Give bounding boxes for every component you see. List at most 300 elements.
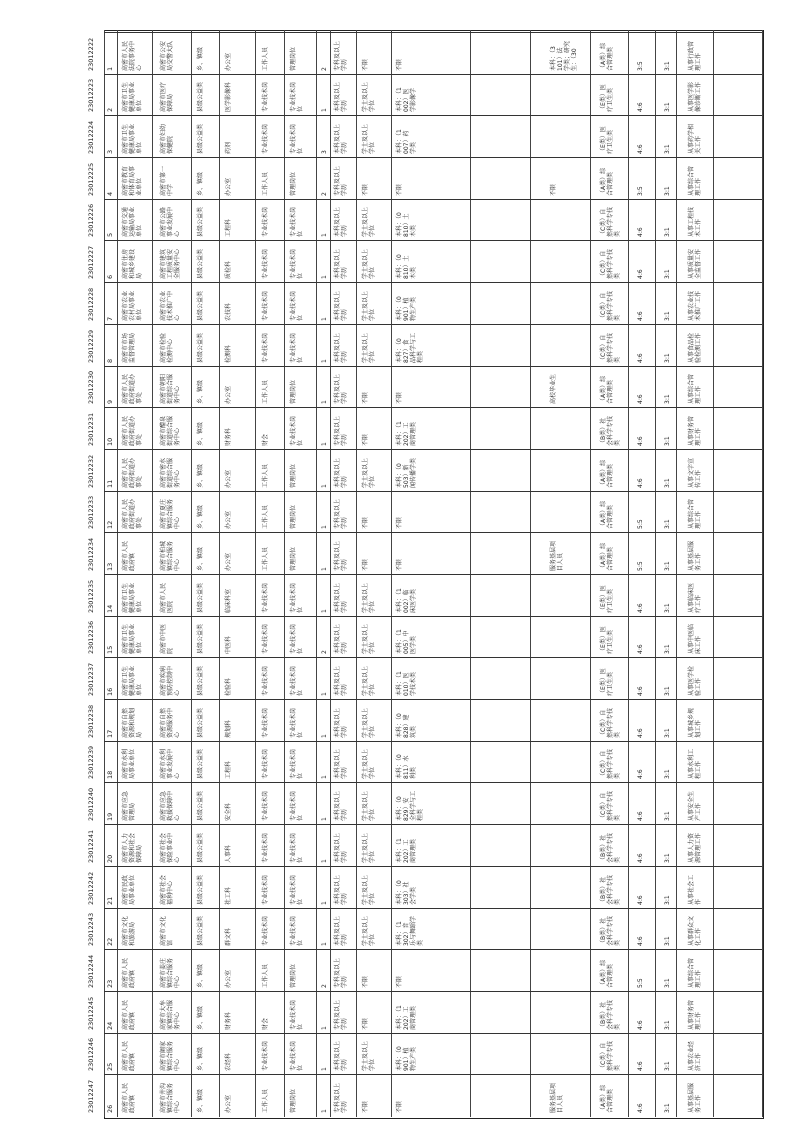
cell-num: 2	[321, 984, 328, 988]
cell-degree: 不限	[362, 433, 369, 446]
cell-dept: 高密市民政 局事业单位	[122, 874, 136, 905]
cell-major: 本科：（0 901）植 物生产类	[396, 296, 417, 321]
cell-pos: 质检科	[225, 260, 232, 279]
cell-idx: 14	[106, 604, 114, 613]
cell-rank: 3:1	[664, 1020, 671, 1030]
cell-note: 从事食品检 验检测工作	[688, 332, 702, 363]
cell-unit: 高密市公路 事业发展中 心	[160, 206, 181, 237]
cell-idx: 16	[106, 687, 114, 696]
cell-degree: 学士及以上 学位	[362, 248, 376, 279]
cell-ratio: 4:6	[637, 478, 644, 488]
cell-dept: 高密市自然 资源和规划 局	[122, 707, 143, 738]
cell-ratio: 4:6	[637, 769, 644, 779]
grid-row-line	[104, 616, 762, 617]
cell-exam: （B类）社 会科学专技 类	[600, 999, 621, 1030]
cell-dept: 高密市卫生 健康局事业 单位	[122, 665, 143, 696]
grid-column-line	[762, 30, 763, 1117]
cell-unit: 高密市阚家 镇综合服务 中心	[160, 1040, 181, 1071]
cell-code: 23012225	[87, 162, 95, 196]
cell-unit: 高密市应急 救援保障中 心	[160, 790, 181, 821]
cell-edu: 本科及以上 学历	[334, 457, 348, 488]
cell-pos: 农经科	[225, 1052, 232, 1071]
cell-dept: 高密市人民 政府镇	[122, 957, 136, 988]
cell-edu: 本科及以上 学历	[334, 332, 348, 363]
cell-unit: 高密市社会 福利中心	[160, 874, 174, 905]
cell-type: 财会	[262, 1017, 269, 1030]
cell-cat: 乡、镇级	[197, 46, 204, 71]
cell-dept: 高密市人力 资源和社会 保障局	[122, 832, 143, 863]
cell-rank: 3:1	[664, 853, 671, 863]
cell-edu: 本科及以上 学历	[334, 290, 348, 321]
cell-num: 1	[321, 609, 328, 613]
cell-code: 23012222	[87, 37, 95, 71]
cell-cat: 乡、镇级	[197, 546, 204, 571]
cell-exam: （E类）医 疗卫生类	[600, 626, 614, 654]
cell-rank: 3:1	[664, 686, 671, 696]
cell-dept: 高密市应急 管理局	[122, 790, 136, 821]
cell-dept: 高密市卫生 健康局事业 单位	[122, 582, 143, 613]
cell-edu: 专科及以上 学历	[334, 540, 348, 571]
cell-note: 从事临床医 疗工作	[688, 582, 702, 613]
cell-rank: 3:1	[664, 269, 671, 279]
cell-pos: 规划科	[225, 719, 232, 738]
cell-note: 从事行政管 理工作	[688, 40, 702, 71]
cell-edu: 本科及以上 学历	[334, 832, 348, 863]
cell-unit: 高密市夏庄 镇综合服务 中心	[160, 498, 181, 529]
cell-rank: 3:1	[664, 61, 671, 71]
cell-rank: 3:1	[664, 311, 671, 321]
cell-dept: 高密市人民 政府镇	[122, 540, 136, 571]
cell-major: 不限	[396, 183, 403, 196]
cell-exam: （C类）自 然科学专技 类	[600, 707, 621, 738]
cell-unit: 高密市井沟 镇综合服务 中心	[160, 1082, 181, 1113]
cell-unit: 高密市医疗 保障局	[160, 81, 174, 112]
grid-row-line	[104, 407, 762, 408]
cell-ratio: 5:5	[637, 519, 644, 529]
cell-exam: （A类）综 合管理类	[600, 959, 614, 988]
cell-edu: 本科及以上 学历	[334, 748, 348, 779]
grid-row-line	[104, 657, 762, 658]
cell-code: 23012239	[87, 745, 95, 779]
cell-rank: 3:1	[664, 978, 671, 988]
cell-unit: 高密市文化 馆	[160, 915, 174, 946]
cell-cat: 县级公益类	[197, 665, 204, 696]
cell-degree: 学士及以上 学位	[362, 123, 376, 154]
cell-cat: 乡、镇级	[197, 171, 204, 196]
cell-idx: 5	[106, 232, 114, 237]
cell-num: 1	[321, 400, 328, 404]
cell-note: 从事综合管 理工作	[688, 373, 702, 404]
cell-unit: 高密市建筑 工程质量安 全服务中心	[160, 248, 181, 279]
cell-rank: 3:1	[664, 394, 671, 404]
cell-major: 本科：（0 810）土 木类	[396, 254, 417, 279]
cell-cat: 县级公益类	[197, 832, 204, 863]
cell-idx: 10	[106, 437, 114, 446]
cell-edu: 本科及以上 学历	[334, 123, 348, 154]
cell-pos: 工程科	[225, 218, 232, 237]
cell-idx: 9	[106, 399, 114, 404]
cell-idx: 6	[106, 274, 114, 279]
cell-major: 不限	[396, 558, 403, 571]
cell-type: 专业技术岗	[262, 81, 269, 112]
cell-level: 管理岗位	[290, 46, 297, 71]
cell-degree: 学士及以上 学位	[362, 832, 376, 863]
cell-major: 本科：（1 007）药 学类	[396, 129, 417, 154]
cell-dept: 高密市人民 政府街道办 事处	[122, 457, 143, 488]
cell-level: 专业技术岗 位	[290, 81, 304, 112]
cell-pos: 办公室	[225, 552, 232, 571]
cell-type: 专业技术岗	[262, 290, 269, 321]
cell-unit: 高密市姜庄 镇综合服务 中心	[160, 957, 181, 988]
cell-num: 1	[321, 317, 328, 321]
cell-edu: 专科及以上 学历	[334, 373, 348, 404]
cell-level: 管理岗位	[290, 171, 297, 196]
cell-pos: 办公室	[225, 1094, 232, 1113]
cell-code: 23012246	[87, 1037, 95, 1071]
cell-pos: 检验科	[225, 677, 232, 696]
cell-unit: 高密市第一 中学	[160, 165, 174, 196]
cell-idx: 13	[106, 562, 114, 571]
cell-num: 1	[321, 901, 328, 905]
cell-pos: 财务科	[225, 1011, 232, 1030]
cell-idx: 11	[106, 479, 114, 488]
cell-level: 专业技术岗 位	[290, 832, 304, 863]
cell-idx: 12	[106, 520, 114, 529]
cell-exam: （A类）综 合管理类	[600, 500, 614, 529]
cell-ratio: 4:6	[637, 936, 644, 946]
cell-level: 管理岗位	[290, 546, 297, 571]
cell-unit: 高密市自然 资源服务中 心	[160, 707, 181, 738]
cell-degree: 学士及以上 学位	[362, 457, 376, 488]
cell-idx: 4	[106, 191, 114, 196]
cell-rank: 3:1	[664, 186, 671, 196]
cell-cat: 乡、镇级	[197, 1088, 204, 1113]
cell-degree: 学士及以上 学位	[362, 206, 376, 237]
cell-idx: 15	[106, 645, 114, 654]
cell-cat: 乡、镇级	[197, 963, 204, 988]
cell-dept: 高密市卫生 健康局事业 单位	[122, 623, 143, 654]
cell-dept: 高密市农业 农村局事业 单位	[122, 290, 143, 321]
cell-num: 1	[321, 692, 328, 696]
cell-code: 23012243	[87, 912, 95, 946]
cell-exam: （B类）社 会科学专技 类	[600, 415, 621, 446]
cell-code: 23012228	[87, 287, 95, 321]
cell-dept: 高密市市场 监督管理局	[122, 332, 136, 363]
cell-note: 从事农业技 术推广工作	[688, 290, 702, 321]
cell-edu: 专科及以上 学历	[334, 999, 348, 1030]
grid-row-line	[104, 324, 762, 325]
cell-idx: 24	[106, 1021, 114, 1030]
cell-edu: 本科及以上 学历	[334, 582, 348, 613]
cell-exam: （C类）自 然科学专技 类	[600, 248, 621, 279]
cell-exam: （A类）综 合管理类	[600, 167, 614, 196]
cell-degree: 学士及以上 学位	[362, 874, 376, 905]
grid-row-line	[104, 32, 762, 33]
cell-type: 工作人员	[262, 171, 269, 196]
grid-row-line	[104, 491, 762, 492]
cell-num: 1	[321, 108, 328, 112]
cell-edu: 本科及以上 学历	[334, 874, 348, 905]
cell-level: 管理岗位	[290, 504, 297, 529]
cell-major: 不限	[396, 975, 403, 988]
cell-degree: 学士及以上 学位	[362, 707, 376, 738]
cell-type: 专业技术岗	[262, 332, 269, 363]
cell-level: 专业技术岗 位	[290, 123, 304, 154]
cell-rank: 3:1	[664, 353, 671, 363]
cell-code: 23012227	[87, 245, 95, 279]
cell-code: 23012230	[87, 370, 95, 404]
cell-rank: 3:1	[664, 519, 671, 529]
cell-major: 本科：（0 901）植 物生产类	[396, 1046, 417, 1071]
cell-degree: 不限	[362, 516, 369, 529]
cell-code: 23012245	[87, 996, 95, 1030]
grid-row-line	[104, 991, 762, 992]
cell-type: 专业技术岗	[262, 874, 269, 905]
cell-note: 从事水利工 程工作	[688, 748, 702, 779]
cell-degree: 学士及以上 学位	[362, 290, 376, 321]
cell-exam: （C类）自 然科学专技 类	[600, 332, 621, 363]
cell-pos: 人事科	[225, 844, 232, 863]
cell-code: 23012231	[87, 412, 95, 446]
cell-exam: （A类）综 合管理类	[600, 459, 614, 488]
cell-dept: 高密市人民 政府镇	[122, 999, 136, 1030]
cell-type: 专业技术岗	[262, 707, 269, 738]
cell-pos: 办公室	[225, 177, 232, 196]
cell-other: 本科：（3 101）法 学类；研究 生：（30	[550, 40, 578, 71]
cell-edu: 专科及以上 学历	[334, 1082, 348, 1113]
cell-num: 1	[321, 1109, 328, 1113]
cell-degree: 不限	[362, 1017, 369, 1030]
cell-type: 专业技术岗	[262, 665, 269, 696]
cell-dept: 高密市交通 运输局事业 单位	[122, 206, 143, 237]
cell-note: 从事人力资 源管理工作	[688, 832, 702, 863]
cell-edu: 本科及以上 学历	[334, 81, 348, 112]
cell-major: 本科：（0 827）食 品科学与工 程类	[396, 332, 424, 363]
cell-rank: 3:1	[664, 227, 671, 237]
cell-ratio: 4:6	[637, 436, 644, 446]
cell-other: 不限	[550, 183, 557, 196]
cell-ratio: 4:6	[637, 728, 644, 738]
cell-level: 管理岗位	[290, 463, 297, 488]
cell-level: 专业技术岗 位	[290, 999, 304, 1030]
cell-idx: 3	[106, 149, 114, 154]
grid-row-line	[104, 74, 762, 75]
cell-num: 1	[321, 942, 328, 946]
cell-idx: 20	[106, 854, 114, 863]
cell-exam: （E类）医 疗卫生类	[600, 126, 614, 154]
cell-cat: 县级公益类	[197, 582, 204, 613]
cell-cat: 县级公益类	[197, 206, 204, 237]
cell-major: 本科：（0 828）建 筑类	[396, 713, 417, 738]
cell-dept: 高密市人民 政府镇	[122, 1082, 136, 1113]
cell-num: 1	[321, 817, 328, 821]
cell-cat: 乡、镇级	[197, 463, 204, 488]
cell-note: 从事财务管 理工作	[688, 415, 702, 446]
cell-code: 23012236	[87, 620, 95, 654]
grid-row-line	[104, 532, 762, 533]
cell-cat: 县级公益类	[197, 707, 204, 738]
cell-ratio: 3:5	[637, 61, 644, 71]
cell-cat: 乡、镇级	[197, 504, 204, 529]
cell-code: 23012238	[87, 704, 95, 738]
cell-note: 从事综合管 理工作	[688, 957, 702, 988]
cell-pos: 办公室	[225, 510, 232, 529]
cell-type: 专业技术岗	[262, 123, 269, 154]
cell-pos: 办公室	[225, 52, 232, 71]
cell-major: 本科：（1 005）中 医学类	[396, 629, 417, 654]
cell-ratio: 4:6	[637, 311, 644, 321]
cell-dept: 高密市卫生 健康局事业 单位	[122, 81, 143, 112]
cell-code: 23012241	[87, 829, 95, 863]
cell-unit: 高密市人民 医院	[160, 582, 174, 613]
grid-row-line	[104, 199, 762, 200]
cell-cat: 县级公益类	[197, 915, 204, 946]
cell-exam: （A类）综 合管理类	[600, 42, 614, 71]
cell-edu: 本科及以上 学历	[334, 1040, 348, 1071]
cell-note: 从事财务管 理工作	[688, 999, 702, 1030]
cell-degree: 学士及以上 学位	[362, 81, 376, 112]
cell-level: 专业技术岗 位	[290, 582, 304, 613]
cell-num: 1	[321, 233, 328, 237]
cell-type: 专业技术岗	[262, 790, 269, 821]
cell-note: 从事医学影 像诊断工作	[688, 81, 702, 112]
cell-exam: （B类）社 会科学专技 类	[600, 874, 621, 905]
cell-rank: 3:1	[664, 561, 671, 571]
cell-rank: 3:1	[664, 1061, 671, 1071]
cell-note: 从事综合管 理工作	[688, 498, 702, 529]
cell-degree: 不限	[362, 975, 369, 988]
cell-exam: （A类）综 合管理类	[600, 542, 614, 571]
cell-dept: 高密市文化 和旅游局	[122, 915, 136, 946]
cell-level: 管理岗位	[290, 379, 297, 404]
cell-pos: 群文科	[225, 927, 232, 946]
cell-rank: 3:1	[664, 102, 671, 112]
cell-pos: 办公室	[225, 385, 232, 404]
cell-cat: 县级公益类	[197, 874, 204, 905]
cell-unit: 高密市检验 检测中心	[160, 332, 174, 363]
cell-pos: 农技科	[225, 302, 232, 321]
cell-other: 高校毕业生	[550, 373, 557, 404]
cell-degree: 不限	[362, 391, 369, 404]
cell-degree: 不限	[362, 183, 369, 196]
cell-dept: 高密市卫生 健康局事业 单位	[122, 123, 143, 154]
cell-level: 专业技术岗 位	[290, 415, 304, 446]
cell-unit: 高密市妇幼 保健院	[160, 123, 174, 154]
cell-cat: 县级公益类	[197, 790, 204, 821]
cell-idx: 23	[106, 979, 114, 988]
cell-code: 23012226	[87, 203, 95, 237]
cell-note: 从事社会工 作	[688, 874, 702, 905]
cell-pos: 办公室	[225, 969, 232, 988]
cell-type: 工作人员	[262, 46, 269, 71]
cell-idx: 1	[106, 66, 114, 71]
cell-code: 23012234	[87, 537, 95, 571]
cell-pos: 办公室	[225, 469, 232, 488]
cell-code: 23012229	[87, 329, 95, 363]
grid-row-line	[104, 699, 762, 700]
cell-other: 服务基层项 目人员	[550, 540, 564, 571]
cell-degree: 学士及以上 学位	[362, 332, 376, 363]
cell-note: 从事群众文 化工作	[688, 915, 702, 946]
cell-note: 从事基层服 务工作	[688, 1082, 702, 1113]
cell-degree: 学士及以上 学位	[362, 748, 376, 779]
cell-major: 本科：（0 829）安 全科学与工 程类	[396, 790, 424, 821]
grid-row-line	[104, 741, 762, 742]
cell-major: 本科：（1 302）音 乐与舞蹈学 类	[396, 915, 424, 946]
cell-unit: 高密市农业 技术推广中 心	[160, 290, 181, 321]
cell-code: 23012244	[87, 954, 95, 988]
cell-dept: 高密市人民 政府街道办 事处	[122, 498, 143, 529]
cell-exam: （A类）综 合管理类	[600, 1084, 614, 1113]
grid-row-line	[104, 282, 762, 283]
cell-edu: 专科及以上 学历	[334, 957, 348, 988]
cell-note: 从事城乡规 划工作	[688, 707, 702, 738]
cell-exam: （E类）医 疗卫生类	[600, 84, 614, 112]
cell-degree: 不限	[362, 558, 369, 571]
cell-major: 不限	[396, 1100, 403, 1113]
cell-note: 从事文字宣 传工作	[688, 457, 702, 488]
cell-edu: 本科及以上 学历	[334, 790, 348, 821]
cell-type: 财会	[262, 433, 269, 446]
cell-level: 专业技术岗 位	[290, 290, 304, 321]
cell-idx: 22	[106, 937, 114, 946]
cell-exam: （C类）自 然科学专技 类	[600, 290, 621, 321]
grid-row-line	[104, 240, 762, 241]
cell-ratio: 4:6	[637, 1020, 644, 1030]
cell-cat: 县级公益类	[197, 248, 204, 279]
cell-major: 本科：（1 002）医 学影像学	[396, 87, 417, 112]
grid-row-line	[104, 782, 762, 783]
cell-edu: 专科及以上 学历	[334, 165, 348, 196]
cell-ratio: 4:6	[637, 603, 644, 613]
cell-code: 23012237	[87, 662, 95, 696]
grid-row-line	[104, 574, 762, 575]
cell-cat: 县级公益类	[197, 332, 204, 363]
cell-type: 专业技术岗	[262, 248, 269, 279]
cell-pos: 医学影像科	[225, 81, 232, 112]
cell-level: 专业技术岗 位	[290, 1040, 304, 1071]
cell-rank: 3:1	[664, 603, 671, 613]
cell-type: 专业技术岗	[262, 623, 269, 654]
cell-num: 1	[321, 1067, 328, 1071]
grid-row-line	[104, 908, 762, 909]
cell-ratio: 4:6	[637, 895, 644, 905]
cell-ratio: 4:6	[637, 353, 644, 363]
cell-ratio: 4:6	[637, 853, 644, 863]
cell-type: 工作人员	[262, 546, 269, 571]
cell-idx: 19	[106, 812, 114, 821]
cell-other: 服务基层项 目人员	[550, 1082, 564, 1113]
cell-unit: 高密市大牟 家镇综合服 务中心	[160, 999, 181, 1030]
cell-major: 不限	[396, 391, 403, 404]
cell-degree: 学士及以上 学位	[362, 582, 376, 613]
cell-code: 23012224	[87, 120, 95, 154]
cell-level: 专业技术岗 位	[290, 248, 304, 279]
cell-ratio: 4:6	[637, 144, 644, 154]
grid-row-line	[104, 1074, 762, 1075]
cell-note: 从事安全生 产工作	[688, 790, 702, 821]
cell-unit: 高密市疾病 预防控制中 心	[160, 665, 181, 696]
cell-num: 1	[321, 442, 328, 446]
cell-rank: 3:1	[664, 769, 671, 779]
cell-num: 1	[321, 734, 328, 738]
cell-type: 专业技术岗	[262, 915, 269, 946]
cell-dept: 高密市住房 和城乡建设 局	[122, 248, 143, 279]
cell-level: 专业技术岗 位	[290, 332, 304, 363]
cell-idx: 2	[106, 107, 114, 112]
cell-code: 23012223	[87, 78, 95, 112]
grid-row-line	[104, 866, 762, 867]
